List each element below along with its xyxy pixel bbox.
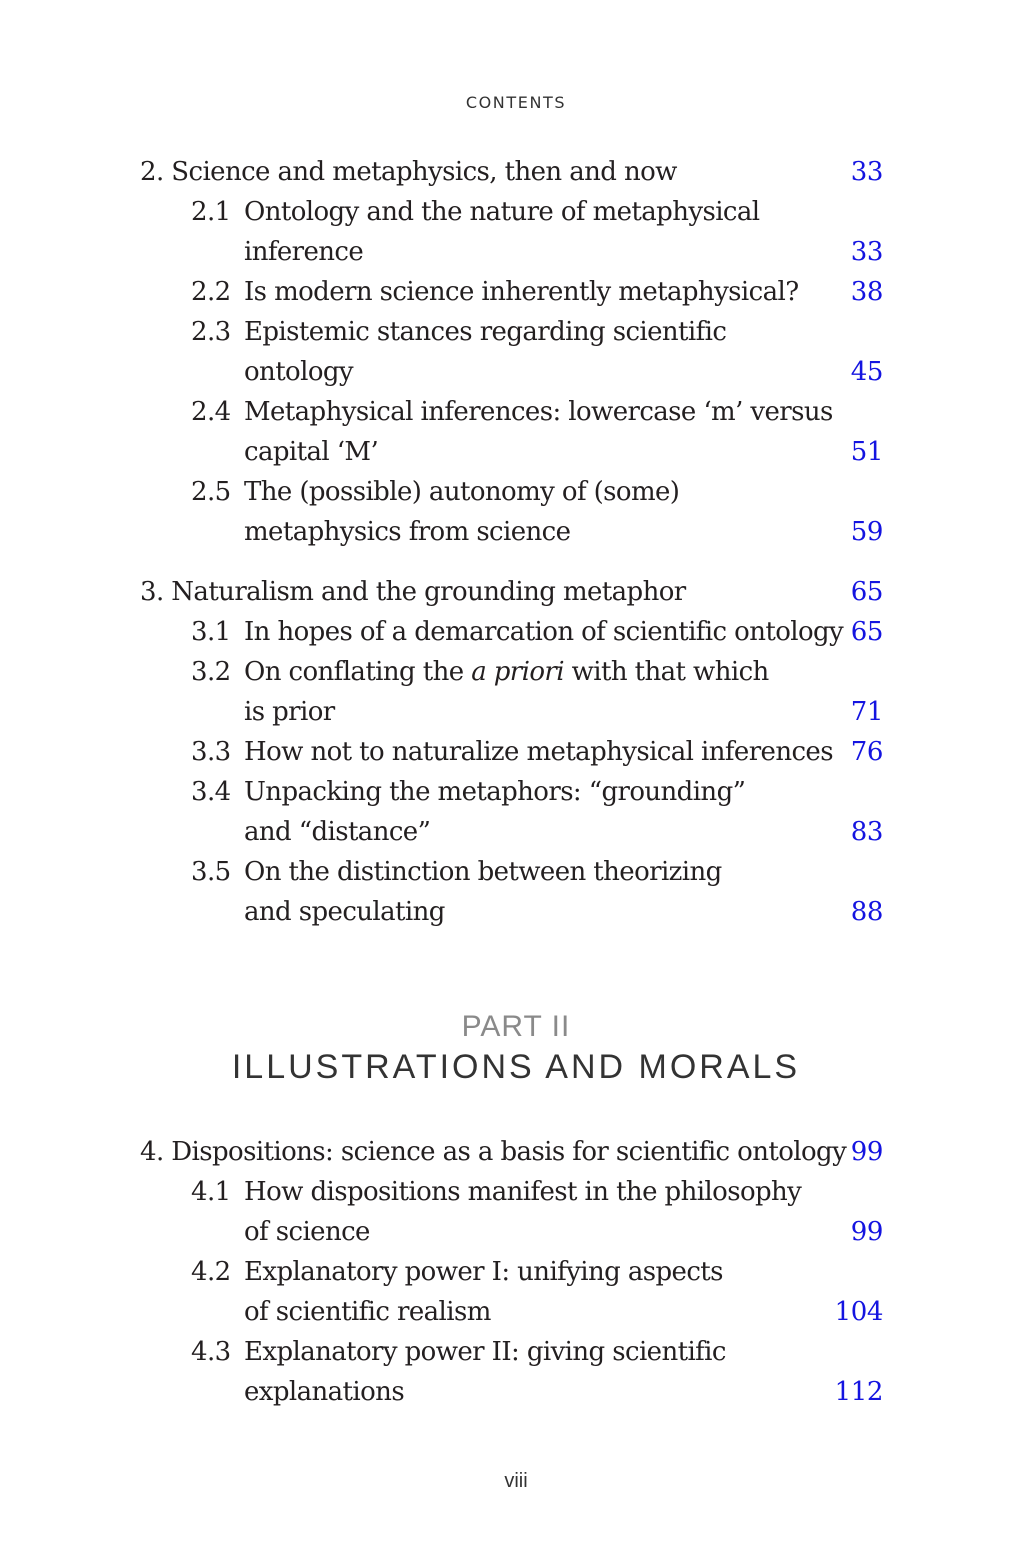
- toc-entry-3-5[interactable]: [0, 852, 1032, 892]
- toc-section-number: 3.5: [191, 857, 231, 887]
- toc-section-number: 2.5: [191, 477, 231, 507]
- toc-page-link[interactable]: 38: [850, 277, 883, 307]
- toc-page-link[interactable]: 33: [850, 237, 883, 267]
- toc-entry-3-4[interactable]: [0, 772, 1032, 812]
- toc-entry-4-2[interactable]: [0, 1252, 1032, 1292]
- toc-entry-3-3[interactable]: [0, 732, 1032, 772]
- toc-page-link[interactable]: 65: [850, 617, 883, 647]
- toc-entry-2-4-cont[interactable]: [0, 432, 1032, 472]
- toc-entry-title: On the distinction between theorizing: [244, 857, 722, 887]
- toc-entry-2-2[interactable]: [0, 272, 1032, 312]
- toc-entry-4-1[interactable]: [0, 1172, 1032, 1212]
- toc-page-link[interactable]: 88: [850, 897, 883, 927]
- toc-entry-title: In hopes of a demarcation of scientific ontology: [244, 617, 844, 647]
- toc-entry-3-2-cont[interactable]: [0, 692, 1032, 732]
- toc-entry-4-3-cont[interactable]: [0, 1372, 1032, 1412]
- toc-entry-4-2-cont[interactable]: [0, 1292, 1032, 1332]
- toc-section-number: 4.3: [191, 1337, 231, 1367]
- toc-entry-title: Metaphysical inferences: lowercase ‘m’ versus: [244, 397, 833, 427]
- toc-page-link[interactable]: 71: [850, 697, 883, 727]
- toc-page-link[interactable]: 65: [850, 577, 883, 607]
- toc-entry-3-5-cont[interactable]: [0, 892, 1032, 932]
- toc-section-number: 2.2: [191, 277, 231, 307]
- toc-section-number: 2.3: [191, 317, 231, 347]
- toc-entry-title: explanations: [244, 1377, 405, 1407]
- toc-entry-chapter-2[interactable]: [0, 152, 1032, 192]
- toc-entry-title: [244, 652, 769, 692]
- toc-page-link[interactable]: 99: [850, 1137, 883, 1167]
- toc-entry-title: and “distance”: [244, 817, 431, 847]
- toc-page-link[interactable]: 99: [850, 1217, 883, 1247]
- toc-entry-3-1[interactable]: [0, 612, 1032, 652]
- toc-entry-title: Epistemic stances regarding scientific: [244, 317, 727, 347]
- toc-section-number: 4.1: [191, 1177, 231, 1207]
- toc-entry-title: ontology: [244, 357, 354, 387]
- part-title: ILLUSTRATIONS AND MORALS: [231, 1048, 801, 1086]
- toc-entry-chapter-3[interactable]: [0, 572, 1032, 612]
- toc-page-link[interactable]: 59: [850, 517, 883, 547]
- toc-section-number: 2.1: [191, 197, 231, 227]
- toc-entry-title: The (possible) autonomy of (some): [244, 477, 680, 507]
- toc-entry-2-1-cont[interactable]: [0, 232, 1032, 272]
- toc-entry-4-1-cont[interactable]: [0, 1212, 1032, 1252]
- toc-entry-2-3[interactable]: [0, 312, 1032, 352]
- toc-entry-title: How not to naturalize metaphysical inferences: [244, 737, 833, 767]
- toc-entry-title: How dispositions manifest in the philosophy: [244, 1177, 802, 1207]
- toc-entry-2-5-cont[interactable]: [0, 512, 1032, 552]
- toc-page-link[interactable]: 104: [834, 1297, 883, 1327]
- toc-entry-4-3[interactable]: [0, 1332, 1032, 1372]
- toc-section-number: 3.3: [191, 737, 231, 767]
- toc-entry-3-4-cont[interactable]: [0, 812, 1032, 852]
- toc-entry-title: Ontology and the nature of metaphysical: [244, 197, 760, 227]
- toc-entry-2-5[interactable]: [0, 472, 1032, 512]
- toc-page-link[interactable]: 33: [850, 157, 883, 187]
- toc-page-link[interactable]: 76: [850, 737, 883, 767]
- toc-entry-title: capital ‘M’: [244, 437, 379, 467]
- toc-page-link[interactable]: 51: [850, 437, 883, 467]
- toc-entry-title: and speculating: [244, 897, 445, 927]
- toc-entry-2-1[interactable]: [0, 192, 1032, 232]
- toc-entry-3-2[interactable]: [0, 652, 1032, 692]
- toc-page-link[interactable]: 83: [850, 817, 883, 847]
- toc-entry-title: 4. Dispositions: science as a basis for scientific ontology: [140, 1137, 847, 1167]
- toc-entry-title: metaphysics from science: [244, 517, 571, 547]
- toc-page-link[interactable]: 112: [834, 1377, 883, 1407]
- toc-title-part: On conflating the: [244, 657, 472, 687]
- toc-entry-title: of scientific realism: [244, 1297, 491, 1327]
- toc-entry-title: Explanatory power II: giving scientific: [244, 1337, 726, 1367]
- toc-section-number: 3.2: [191, 657, 231, 687]
- toc-page-link[interactable]: 45: [850, 357, 883, 387]
- toc-title-part: with that which: [563, 657, 769, 687]
- toc-entry-chapter-4[interactable]: [0, 1132, 1032, 1172]
- toc-entry-title: Unpacking the metaphors: “grounding”: [244, 777, 746, 807]
- toc-entry-2-4[interactable]: [0, 392, 1032, 432]
- toc-section-number: 2.4: [191, 397, 231, 427]
- toc-entry-title: Explanatory power I: unifying aspects: [244, 1257, 723, 1287]
- toc-title-italic: a priori: [471, 657, 564, 687]
- toc-section-number: 3.1: [191, 617, 231, 647]
- toc-entry-title: is prior: [244, 697, 335, 727]
- toc-entry-title: of science: [244, 1217, 370, 1247]
- running-head: CONTENTS: [465, 93, 567, 112]
- toc-section-number: 3.4: [191, 777, 231, 807]
- toc-entry-title: Is modern science inherently metaphysical?: [244, 277, 799, 307]
- toc-section-number: 4.2: [191, 1257, 231, 1287]
- toc-entry-title: inference: [244, 237, 364, 267]
- toc-entry-title: 3. Naturalism and the grounding metaphor: [140, 577, 686, 607]
- toc-entry-title: 2. Science and metaphysics, then and now: [140, 157, 677, 187]
- toc-entry-2-3-cont[interactable]: [0, 352, 1032, 392]
- part-label: PART II: [461, 1010, 571, 1043]
- page-number: viii: [504, 1470, 528, 1492]
